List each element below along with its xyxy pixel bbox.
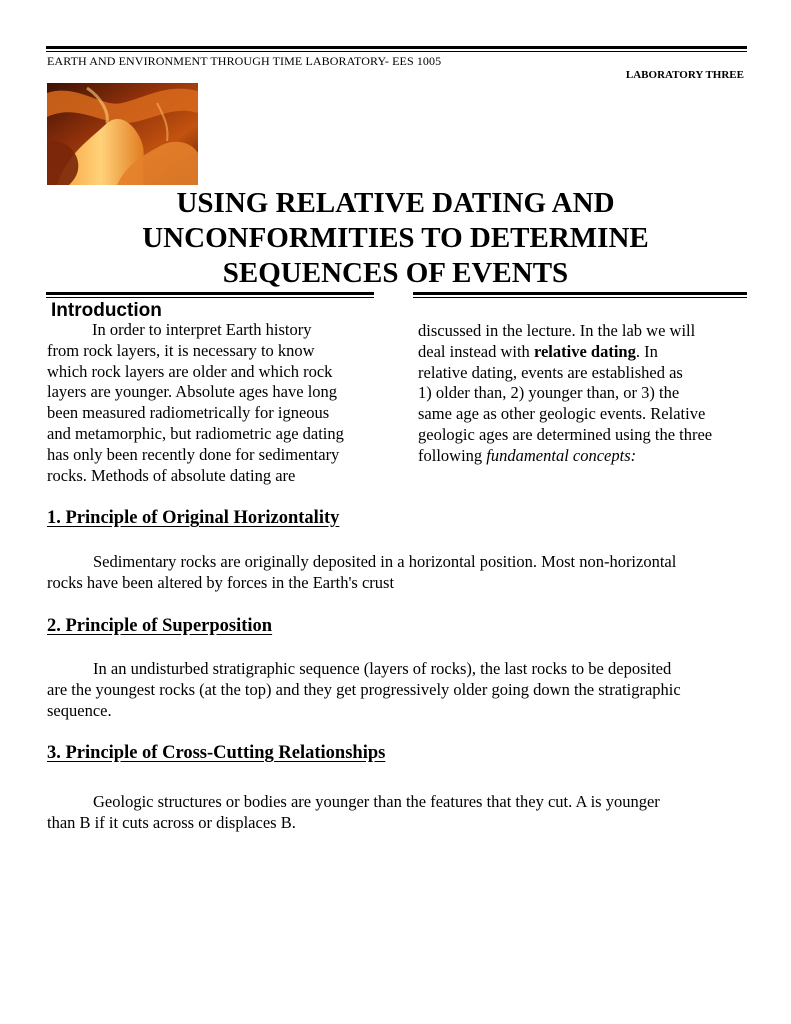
intro-rule-left-thick: [46, 292, 374, 295]
section-heading-cross-cutting: 3. Principle of Cross-Cutting Relationships: [47, 743, 386, 763]
relative-dating-term: relative dating: [533, 341, 636, 361]
intro-text-line: 1) older than, 2) younger than, or 3) the: [418, 383, 680, 403]
intro-rule-left-thin: [46, 297, 374, 298]
body-line: In an undisturbed stratigraphic sequence (layers of rocks), the last rocks to be deposited: [93, 659, 672, 678]
intro-text-line: same age as other geologic events. Relative: [418, 404, 706, 424]
header-rule-thin: [46, 51, 747, 52]
intro-rule-right-thick: [413, 292, 747, 295]
page-title: [60, 186, 731, 291]
title-line: UNCONFORMITIES TO DETERMINE: [142, 222, 649, 254]
body-line: rocks have been altered by forces in the Earth's crust: [47, 572, 395, 592]
intro-text-line: layers are younger. Absolute ages have long: [47, 382, 338, 402]
body-line: sequence.: [47, 700, 112, 720]
canyon-photo: [47, 83, 198, 185]
intro-text-line: which rock layers are older and which rock: [47, 361, 333, 381]
section-body-horizontality: [47, 552, 747, 594]
text-run: deal instead with: [418, 341, 534, 361]
title-line: USING RELATIVE DATING AND: [176, 187, 615, 219]
section-heading-horizontality: 1. Principle of Original Horizontality: [47, 508, 340, 528]
intro-text-line: been measured radiometrically for igneous: [47, 403, 330, 423]
intro-text-line: In order to interpret Earth history: [92, 320, 312, 339]
header-rule-thick: [46, 46, 747, 49]
body-line: are the youngest rocks (at the top) and they get progressively older going down the stratigraphic: [47, 679, 681, 699]
intro-rule-right-thin: [413, 297, 747, 298]
intro-text-line: from rock layers, it is necessary to know: [47, 340, 315, 360]
text-run: . In: [635, 341, 658, 361]
intro-left-column: [47, 320, 344, 486]
intro-text-line: geologic ages are determined using the three: [418, 424, 713, 444]
intro-text-line: discussed in the lecture. In the lab we will: [418, 321, 696, 340]
section-body-cross-cutting: [47, 792, 747, 834]
lab-number: LABORATORY THREE: [625, 69, 744, 81]
title-line: SEQUENCES OF EVENTS: [222, 257, 569, 289]
intro-text-line: has only been recently done for sedimentary: [47, 444, 340, 464]
intro-text-line: [418, 446, 712, 467]
intro-heading: Introduction: [51, 300, 162, 321]
body-line: than B if it cuts across or displaces B.: [47, 812, 296, 832]
text-run: following: [418, 445, 487, 465]
intro-right-column: [418, 321, 712, 467]
intro-text-line: [418, 342, 712, 363]
course-title: EARTH AND ENVIRONMENT THROUGH TIME LABORATORY- EES 1005: [47, 54, 442, 68]
intro-text-line: relative dating, events are established as: [418, 362, 683, 382]
body-line: Geologic structures or bodies are younger than the features that they cut. A is younger: [93, 792, 660, 811]
section-heading-superposition: 2. Principle of Superposition: [47, 616, 273, 636]
fundamental-concepts-term: fundamental concepts:: [486, 445, 637, 465]
body-line: Sedimentary rocks are originally deposited in a horizontal position. Most non-horizontal: [93, 552, 677, 571]
section-body-superposition: [47, 659, 747, 721]
intro-text-line: and metamorphic, but radiometric age dating: [47, 423, 344, 443]
intro-text-line: rocks. Methods of absolute dating are: [47, 465, 296, 485]
